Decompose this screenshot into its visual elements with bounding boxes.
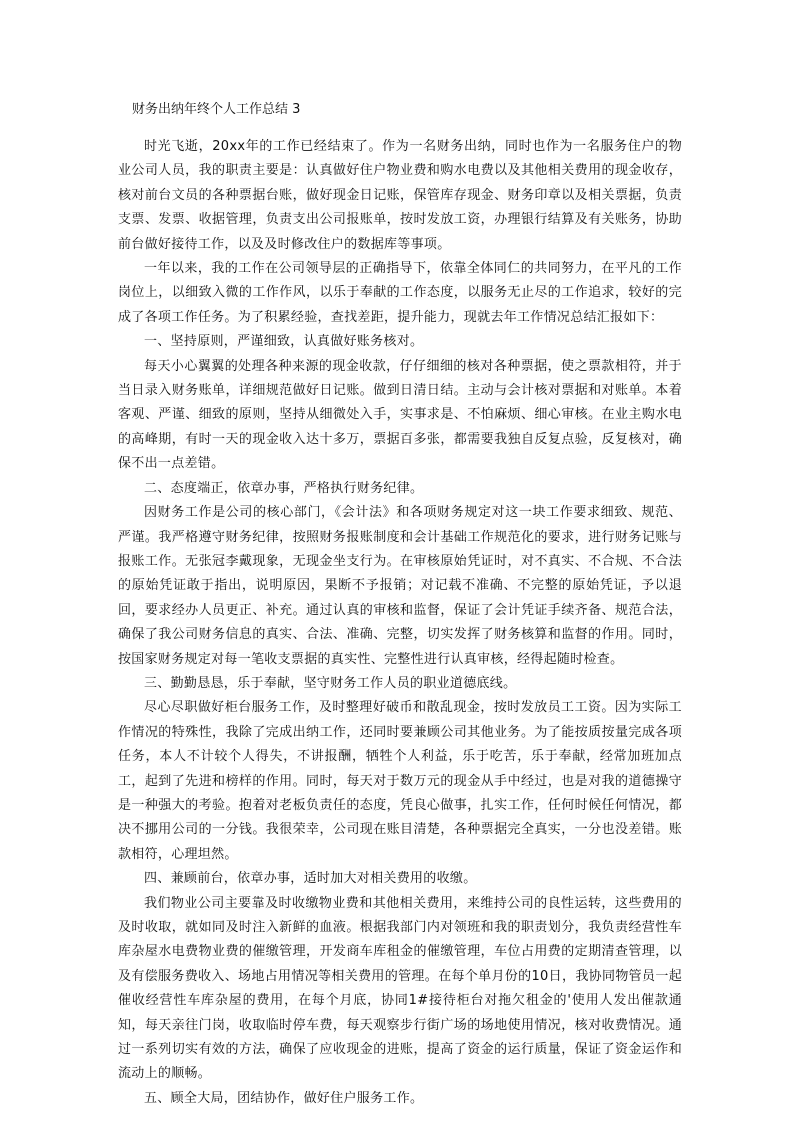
paragraph-section-4: 我们物业公司主要靠及时收缴物业费和其他相关费用，来维持公司的良性运转，这些费用的及时收取，就如同及时注入新鲜的血液。根据我部门内对领班和我的职责划分，我负责经营性车库杂屋水电费物业费的催缴管理，开发商车库租金的催缴管理，车位占用费的定期清查管理，以及有偿服务费收入、场地占用情况等相关费用的管理。在每个单月份的10日，我协同物管员一起催收经营性车库杂屋的费用，在每个月底，协同1#接待柜台对拖欠租金的'使用人发出催款通知，每天亲往门岗，收取临时停车费，每天观察步行街广场的场地使用情况，核对收费情况。通过一系列切实有效的方法，确保了应收现金的进账，提高了资金的运行质量，保证了资金运作和流动上的顺畅。 bbox=[118, 895, 682, 1082]
section-heading-2: 二、态度端正，依章办事，严格执行财务纪律。 bbox=[144, 480, 424, 496]
section-heading-4: 四、兼顾前台，依章办事，适时加大对相关费用的收缴。 bbox=[144, 871, 477, 887]
section-heading-3: 三、勤勤恳恳，乐于奉献，坚守财务工作人员的职业道德底线。 bbox=[144, 675, 517, 691]
paragraph-section-1: 每天小心翼翼的处理各种来源的现金收款，仔仔细细的核对各种票据，使之票款相符，并于当日录入财务账单，详细规范做好日记账。做到日清日结。主动与会计核对票据和对账单。本着客观、严谨、细致的原则，坚持从细微处入手，实事求是、不怕麻烦、细心审核。在业主购水电的高峰期，有时一天的现金收入达十多万，票据百多张，都需要我独自反复点验，反复核对，确保不出一点差错。 bbox=[118, 358, 682, 472]
document-title: 财务出纳年终个人工作总结 3 bbox=[132, 102, 301, 117]
paragraph-section-2: 因财务工作是公司的核心部门，《会计法》和各项财务规定对这一块工作要求细致、规范、严谨。我严格遵守财务纪律，按照财务报账制度和会计基础工作规范化的要求，进行财务记账与报账工作。无张冠李戴现象，无现金坐支行为。在审核原始凭证时，对不真实、不合规、不合法的原始凭证敢于指出，说明原因，果断不予报销；对记载不准确、不完整的原始凭证，予以退回，要求经办人员更正、补充。通过认真的审核和监督，保证了会计凭证手续齐备、规范合法，确保了我公司财务信息的真实、合法、准确、完整，切实发挥了财务核算和监督的作用。同时，按国家财务规定对每一笔收支票据的真实性、完整性进行认真审核，经得起随时检查。 bbox=[118, 505, 682, 667]
document-body bbox=[118, 135, 682, 1111]
section-heading-1: 一、坚持原则，严谨细致，认真做好账务核对。 bbox=[144, 334, 424, 350]
section-heading-5: 五、顾全大局，团结协作，做好住户服务工作。 bbox=[144, 1090, 424, 1106]
paragraph-section-3: 尽心尽职做好柜台服务工作，及时整理好破币和散乱现金，按时发放员工工资。因为实际工作情况的特殊性，我除了完成出纳工作，还同时要兼顾公司其他业务。为了能按质按量完成各项任务，本人不计较个人得失，不讲报酬，牺牲个人利益，乐于吃苦，乐于奉献，经常加班加点工，起到了先进和榜样的作用。同时，每天对于数万元的现金从手中经过，也是对我的道德操守是一种强大的考验。抱着对老板负责任的态度，凭良心做事，扎实工作，任何时候任何情况，都决不挪用公司的一分钱。我很荣幸，公司现在账目清楚，各种票据完全真实，一分也没差错。账款相符，心理坦然。 bbox=[118, 700, 682, 862]
paragraph-summary: 一年以来，我的工作在公司领导层的正确指导下，依靠全体同仁的共同努力，在平凡的工作岗位上，以细致入微的工作作风，以乐于奉献的工作态度，以服务无止尽的工作追求，较好的完成了各项工作任务。为了积累经验，查找差距，提升能力，现就去年工作情况总结汇报如下： bbox=[118, 261, 682, 325]
paragraph-intro: 时光飞逝，20xx年的工作已经结束了。作为一名财务出纳，同时也作为一名服务住户的物业公司人员，我的职责主要是：认真做好住户物业费和购水电费以及其他相关费用的现金收存，核对前台文员的各种票据台账，做好现金日记账，保管库存现金、财务印章以及相关票据，负责支票、发票、收据管理，负责支出公司报账单，按时发放工资，办理银行结算及有关账务，协助前台做好接待工作，以及及时修改住户的数据库等事项。 bbox=[118, 139, 682, 252]
